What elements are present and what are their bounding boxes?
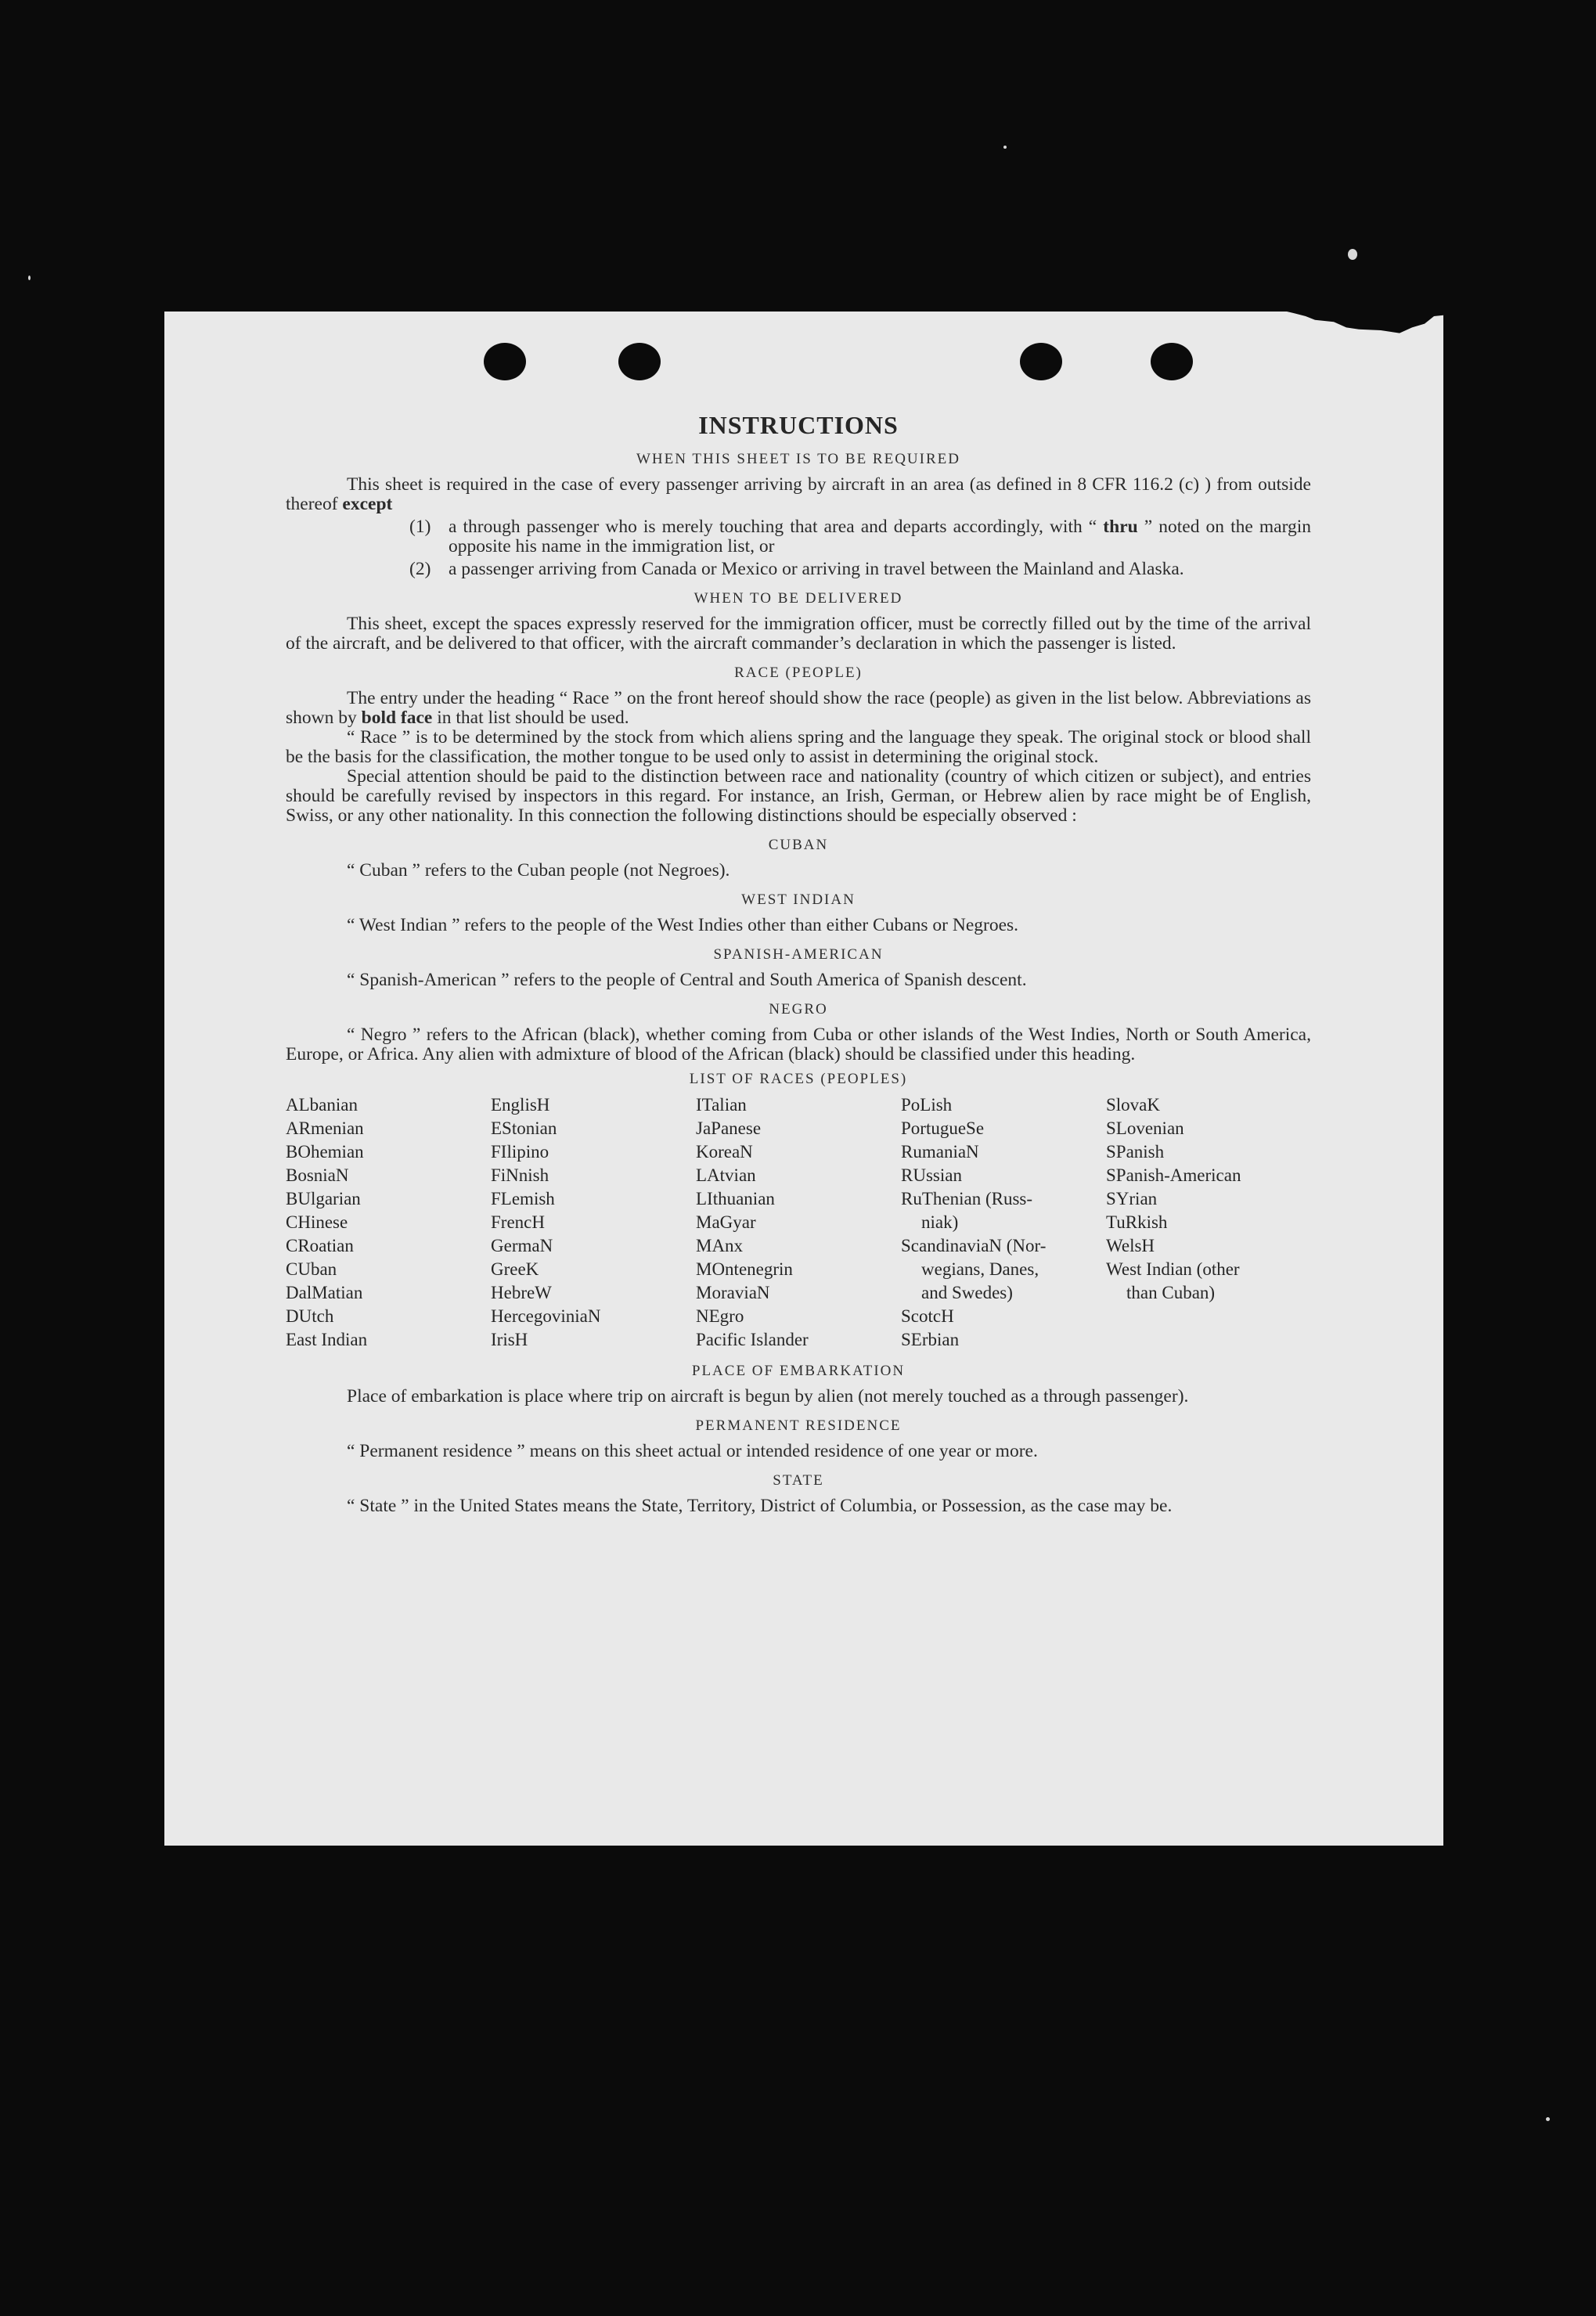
race-entry: FIlipino (491, 1142, 549, 1162)
race-entry: LAtvian (696, 1165, 756, 1185)
heading-when-delivered: WHEN TO BE DELIVERED (694, 590, 903, 607)
race-entry: LIthuanian (696, 1189, 775, 1208)
race-list (286, 1093, 1311, 1352)
race-entry: BOhemian (286, 1142, 364, 1162)
paragraph-when-required: This sheet is required in the case of every passenger arriving by aircraft in an area (as defined in 8 CFR 116.2 (c) ) from outside thereof except (286, 474, 1311, 514)
race-entry: SLovenian (1106, 1118, 1184, 1138)
paragraph-cuban: “ Cuban ” refers to the Cuban people (not Negroes). (347, 860, 730, 881)
list-item: (1) a through passenger who is merely touching that area and departs accordingly, with “ thru ” noted on the margin opposite his name in the immigration list, or (409, 517, 1311, 556)
race-entry: niak) (921, 1212, 959, 1232)
race-entry: MaGyar (696, 1212, 756, 1232)
heading-negro: NEGRO (769, 1001, 828, 1018)
punch-hole (618, 343, 661, 380)
paragraph-negro: “ Negro ” refers to the African (black), whether coming from Cuba or other islands of the West Indies, North or South America, Europe, or Africa. Any alien with admixture of blood of the African (black) should be classified under this heading. (286, 1025, 1311, 1064)
race-entry: MoraviaN (696, 1283, 770, 1302)
race-entry: EnglisH (491, 1095, 550, 1115)
paragraph-permanent-residence: “ Permanent residence ” means on this sheet actual or intended residence of one year or more. (347, 1441, 1038, 1461)
paragraph-west-indian: “ West Indian ” refers to the people of the West Indies other than either Cubans or Negroes. (347, 915, 1019, 935)
race-entry: SErbian (901, 1330, 960, 1349)
paragraph-spanish-american: “ Spanish-American ” refers to the people of Central and South America of Spanish descent. (347, 970, 1027, 990)
heading-state: STATE (773, 1472, 824, 1489)
document-body (286, 410, 1311, 1516)
heading-spanish-american: SPANISH-AMERICAN (713, 946, 884, 963)
heading-embarkation: PLACE OF EMBARKATION (691, 1363, 906, 1379)
scan-speck (1348, 249, 1357, 260)
heading-cuban: CUBAN (768, 837, 829, 853)
race-column (901, 1093, 1106, 1352)
punch-hole (1020, 343, 1062, 380)
race-entry: FLemish (491, 1189, 555, 1208)
punch-hole (1151, 343, 1193, 380)
heading-west-indian: WEST INDIAN (741, 891, 856, 908)
race-entry: RumaniaN (901, 1142, 979, 1162)
heading-list-of-races: LIST OF RACES (PEOPLES) (689, 1071, 908, 1087)
race-entry: DalMatian (286, 1283, 363, 1302)
race-entry: MAnx (696, 1236, 744, 1255)
race-entry: SPanish-American (1106, 1165, 1241, 1185)
document-title: INSTRUCTIONS (698, 411, 899, 439)
paragraph-race-1: The entry under the heading “ Race ” on the front hereof should show the race (people) as given in the list below. Abbreviations as shown by bold face in that list should be used. (286, 688, 1311, 728)
race-entry: West Indian (other (1106, 1259, 1240, 1279)
heading-race: RACE (PEOPLE) (734, 665, 863, 681)
race-entry: IrisH (491, 1330, 528, 1349)
race-entry: GreeK (491, 1259, 539, 1279)
heading-when-required: WHEN THIS SHEET IS TO BE REQUIRED (636, 451, 960, 467)
race-entry: HebreW (491, 1283, 552, 1302)
paragraph-when-delivered: This sheet, except the spaces expressly reserved for the immigration officer, must be correctly filled out by the time of the arrival of the aircraft, and be delivered to that officer, with the aircraft commander’s declaration in which the passenger is listed. (286, 614, 1311, 654)
race-entry: ARmenian (286, 1118, 364, 1138)
race-entry: Pacific Islander (696, 1330, 809, 1349)
race-entry: RuThenian (Russ- (901, 1189, 1033, 1208)
race-entry: CUban (286, 1259, 337, 1279)
race-entry: and Swedes) (921, 1283, 1013, 1302)
race-entry: ScandinaviaN (Nor- (901, 1236, 1047, 1255)
race-entry: EStonian (491, 1118, 557, 1138)
race-entry: SPanish (1106, 1142, 1165, 1162)
paragraph-race-3: Special attention should be paid to the distinction between race and nationality (country of which citizen or subject), and entries should be carefully revised by inspectors in this regard. For instance, an Irish, German, or Hebrew alien by race might be of English, Swiss, or any other nationality. In this connection the following distinctions should be especially observed : (286, 766, 1311, 826)
instruction-sheet (164, 312, 1443, 1846)
race-entry: ITalian (696, 1095, 747, 1115)
race-entry: FiNnish (491, 1165, 549, 1185)
race-column (286, 1093, 491, 1352)
race-entry: NEgro (696, 1306, 744, 1326)
race-entry: PoLish (901, 1095, 953, 1115)
torn-corner (1287, 312, 1443, 358)
paragraph-embarkation: Place of embarkation is place where trip on aircraft is begun by alien (not merely touched as a through passenger). (347, 1386, 1189, 1407)
race-entry: KoreaN (696, 1142, 753, 1162)
race-entry: BUlgarian (286, 1189, 361, 1208)
punch-hole (484, 343, 526, 380)
scan-speck (28, 276, 31, 280)
race-entry: CHinese (286, 1212, 348, 1232)
race-column (1106, 1093, 1311, 1352)
race-entry: TuRkish (1106, 1212, 1168, 1232)
scan-speck (1003, 146, 1007, 149)
race-entry: DUtch (286, 1306, 334, 1326)
race-entry: than Cuban) (1126, 1283, 1216, 1302)
race-entry: SYrian (1106, 1189, 1158, 1208)
race-entry: GermaN (491, 1236, 553, 1255)
race-entry: East Indian (286, 1330, 368, 1349)
race-entry: PortugueSe (901, 1118, 985, 1138)
race-entry: BosniaN (286, 1165, 349, 1185)
race-entry: WelsH (1106, 1236, 1155, 1255)
list-item: (2) a passenger arriving from Canada or Mexico or arriving in travel between the Mainland and Alaska. (409, 559, 1184, 579)
race-entry: HercegoviniaN (491, 1306, 601, 1326)
race-column (491, 1093, 696, 1352)
race-entry: wegians, Danes, (921, 1259, 1039, 1279)
race-entry: MOntenegrin (696, 1259, 793, 1279)
heading-permanent-residence: PERMANENT RESIDENCE (695, 1417, 902, 1434)
race-entry: ScotcH (901, 1306, 954, 1326)
race-entry: RUssian (901, 1165, 962, 1185)
paragraph-state: “ State ” in the United States means the State, Territory, District of Columbia, or Possession, as the case may be. (347, 1496, 1173, 1516)
race-column (696, 1093, 901, 1352)
race-entry: ALbanian (286, 1095, 358, 1115)
race-entry: SlovaK (1106, 1095, 1160, 1115)
race-entry: CRoatian (286, 1236, 354, 1255)
scan-speck (1546, 2117, 1550, 2121)
paragraph-race-2: “ Race ” is to be determined by the stock from which aliens spring and the language they speak. The original stock or blood shall be the basis for the classification, the mother tongue to be used only to assist in determining the original stock. (286, 727, 1311, 767)
race-entry: FrencH (491, 1212, 545, 1232)
race-entry: JaPanese (696, 1118, 762, 1138)
